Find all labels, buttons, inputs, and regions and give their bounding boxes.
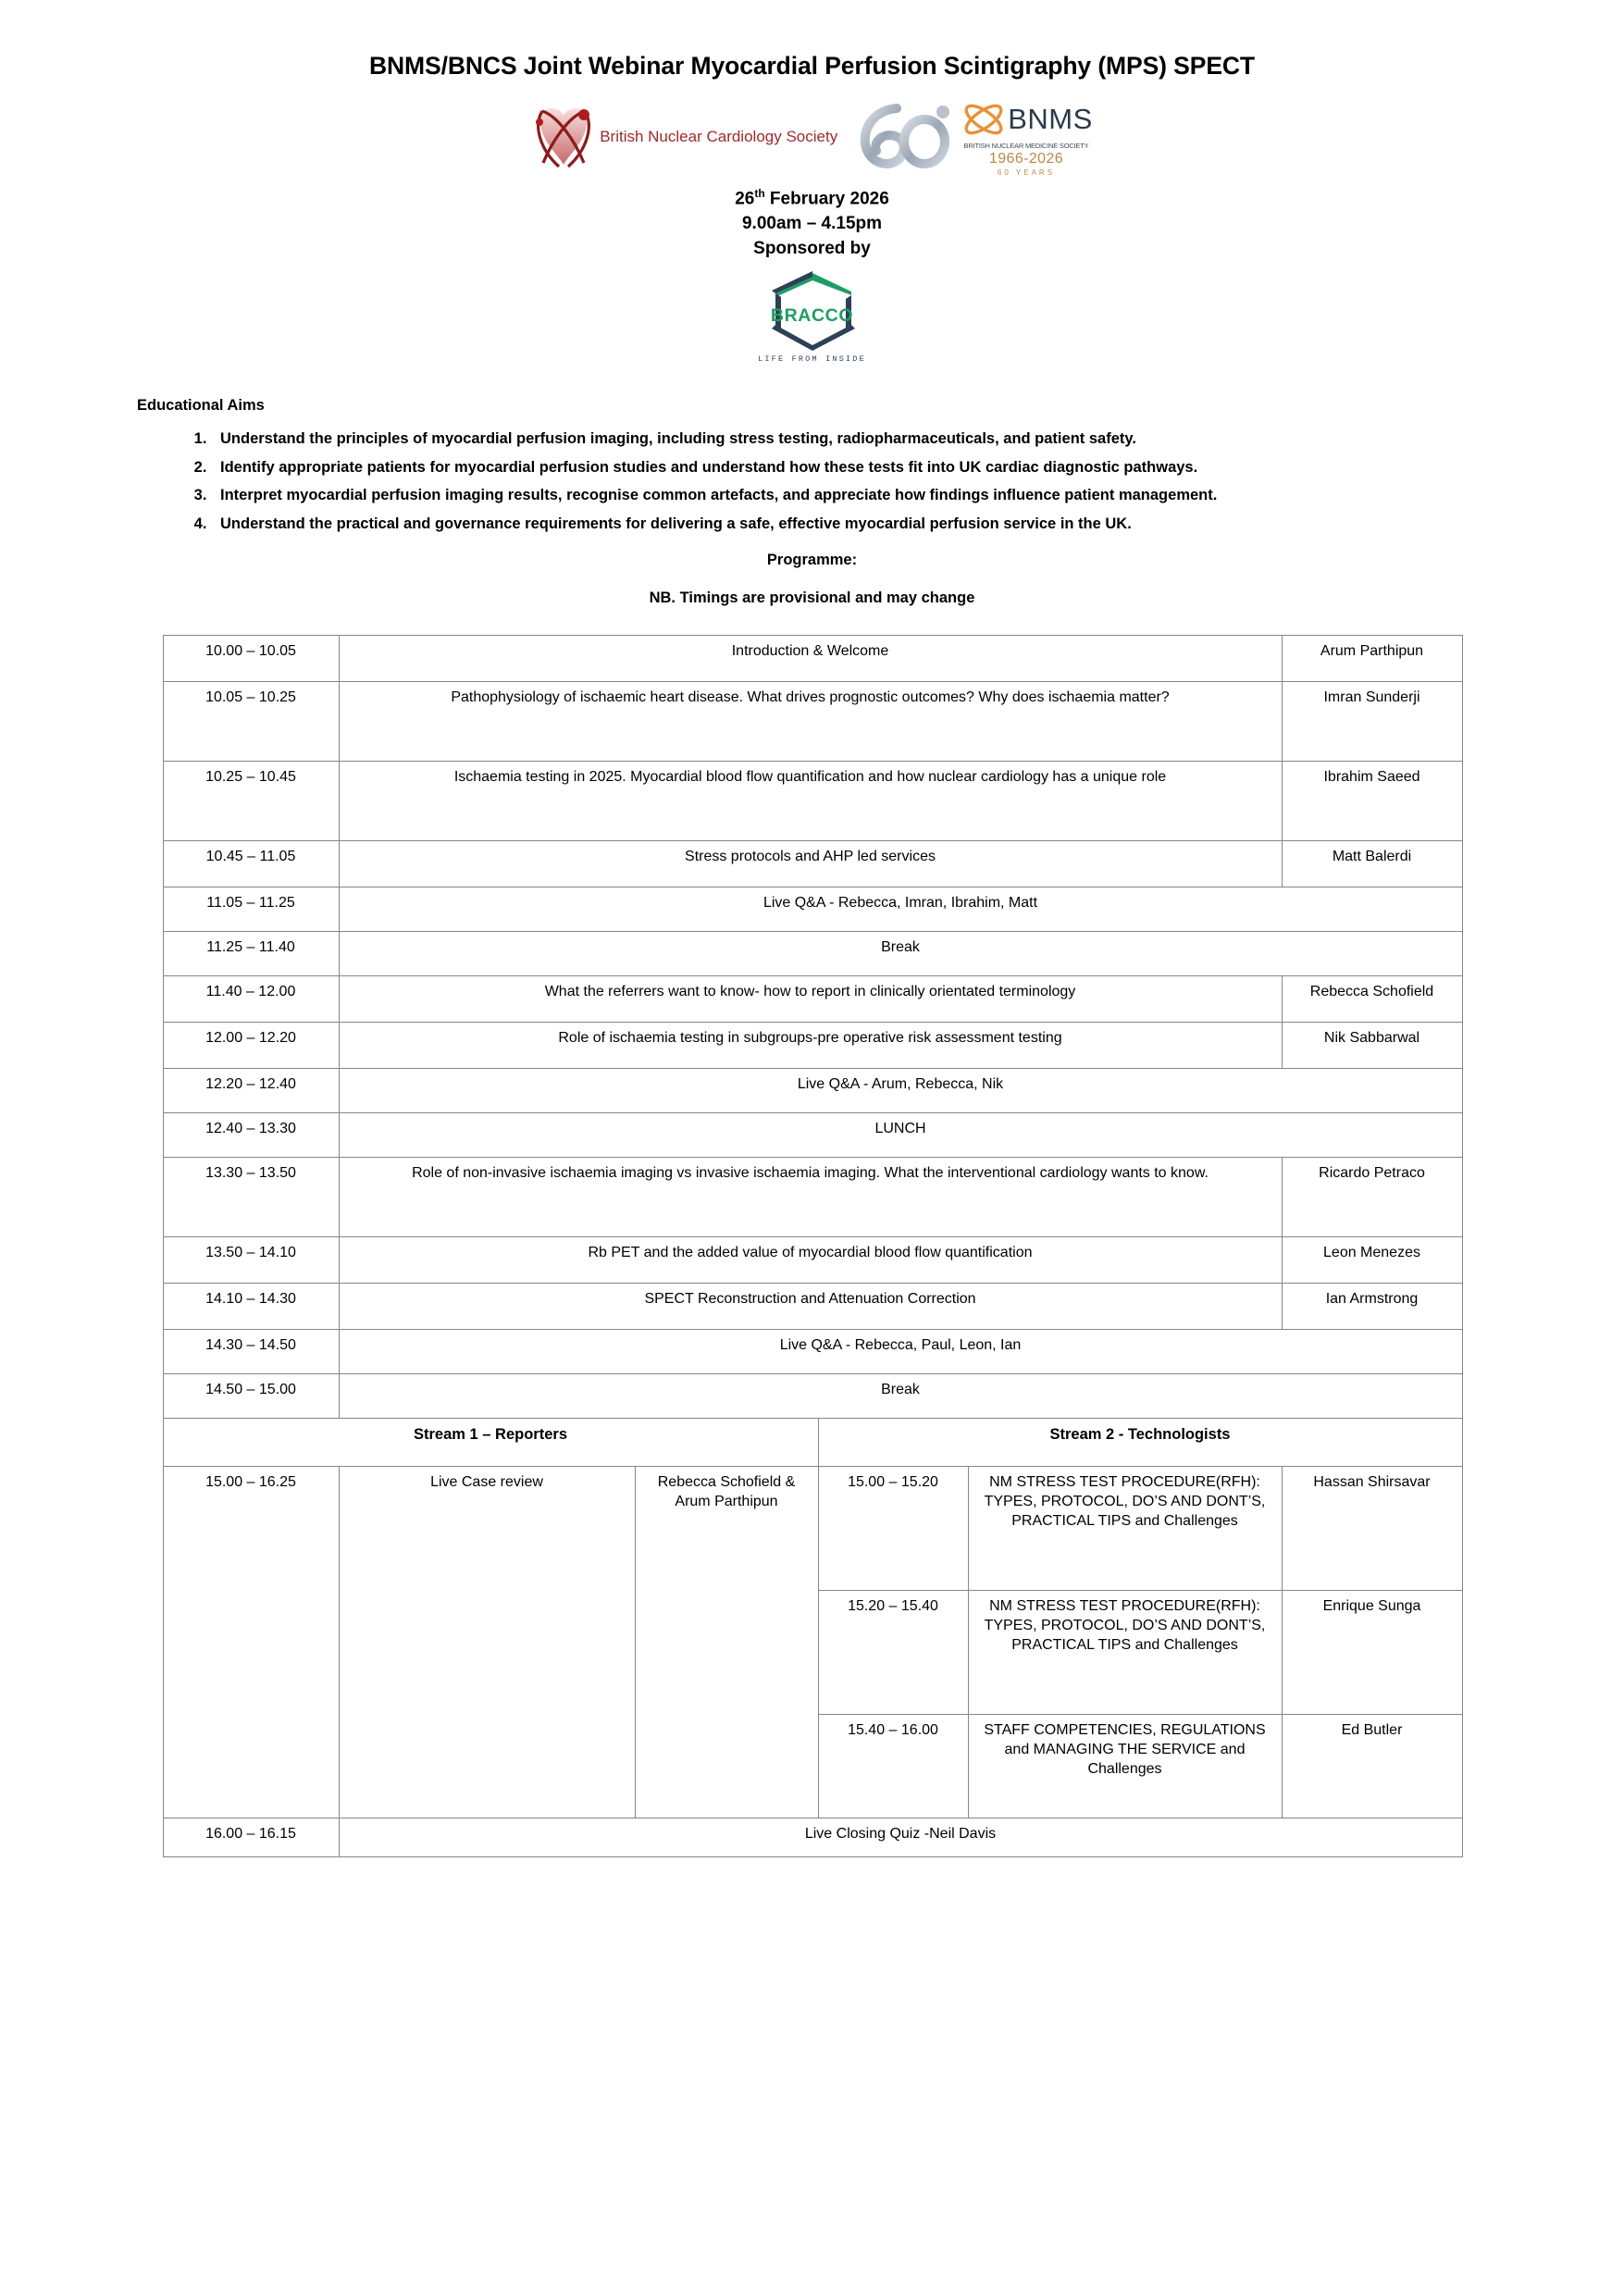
cell-time: 11.40 – 12.00 (163, 976, 339, 1023)
cell-stream2-speaker: Hassan Shirsavar (1282, 1467, 1462, 1591)
cell-topic: Role of non-invasive ischaemia imaging vs invasive ischaemia imaging. What the interventional cardiology wants to know. (339, 1158, 1282, 1237)
cell-topic: Rb PET and the added value of myocardial blood flow quantification (339, 1237, 1282, 1284)
event-date (0, 186, 1624, 212)
cell-speaker: Nik Sabbarwal (1282, 1023, 1462, 1069)
table-row (163, 1158, 1462, 1237)
cell-topic: Live Q&A - Arum, Rebecca, Nik (339, 1069, 1462, 1113)
table-row (163, 1284, 1462, 1330)
cell-speaker: Arum Parthipun (1282, 636, 1462, 682)
cell-topic: Ischaemia testing in 2025. Myocardial blood flow quantification and how nuclear cardiology has a unique role (339, 762, 1282, 841)
event-date-month-year: February 2026 (764, 189, 889, 209)
list-item: 2. Identify appropriate patients for myocardial perfusion studies and understand how these tests fit into UK cardiac diagnostic pathways. (211, 460, 1624, 476)
page-title: BNMS/BNCS Joint Webinar Myocardial Perfusion Scintigraphy (MPS) SPECT (368, 52, 1256, 80)
bnms-subtitle: BRITISH NUCLEAR MEDICINE SOCIETY (963, 141, 1089, 150)
cell-time: 10.25 – 10.45 (163, 762, 339, 841)
cell-time: 12.20 – 12.40 (163, 1069, 339, 1113)
cell-stream1-topic: Live Case review (339, 1467, 635, 1818)
cell-speaker: Ibrahim Saeed (1282, 762, 1462, 841)
cell-stream2-topic: STAFF COMPETENCIES, REGULATIONS and MANAGING THE SERVICE and Challenges (968, 1715, 1282, 1818)
cell-time: 13.30 – 13.50 (163, 1158, 339, 1237)
cell-speaker: Ricardo Petraco (1282, 1158, 1462, 1237)
table-row (163, 841, 1462, 887)
educational-aims-heading: Educational Aims (137, 397, 265, 415)
stream2-header: Stream 2 - Technologists (818, 1419, 1462, 1467)
cell-stream2-time: 15.00 – 15.20 (818, 1467, 968, 1591)
bracco-sponsor-logo (764, 267, 861, 353)
cell-stream1-time: 15.00 – 16.25 (163, 1467, 339, 1818)
cell-stream2-topic: NM STRESS TEST PROCEDURE(RFH): TYPES, PROTOCOL, DO’S AND DONT’S, PRACTICAL TIPS and Challenges (968, 1467, 1282, 1591)
cell-time: 14.10 – 14.30 (163, 1284, 339, 1330)
cell-speaker: Matt Balerdi (1282, 841, 1462, 887)
event-meta (0, 186, 1624, 262)
cell-topic: Stress protocols and AHP led services (339, 841, 1282, 887)
cell-topic: Break (339, 932, 1462, 976)
logo-band (0, 101, 1624, 177)
table-row (163, 1023, 1462, 1069)
cell-time: 16.00 – 16.15 (163, 1818, 339, 1857)
cell-stream2-speaker: Ed Butler (1282, 1715, 1462, 1818)
cell-topic: What the referrers want to know- how to report in clinically orientated terminology (339, 976, 1282, 1023)
bnms-wordmark: BNMS (1008, 102, 1093, 135)
cell-time: 13.50 – 14.10 (163, 1237, 339, 1284)
bnms-wordblock (960, 98, 1093, 177)
table-row-stream-headers (163, 1419, 1462, 1467)
event-date-ordinal: th (754, 187, 765, 200)
table-row (163, 1069, 1462, 1113)
table-row (163, 762, 1462, 841)
table-row (163, 976, 1462, 1023)
cell-topic: Introduction & Welcome (339, 636, 1282, 682)
cell-speaker: Rebecca Schofield (1282, 976, 1462, 1023)
cell-time: 12.00 – 12.20 (163, 1023, 339, 1069)
bracco-wordmark: BRACCO (770, 305, 854, 327)
cell-time: 10.00 – 10.05 (163, 636, 339, 682)
bnms-years-range: 1966-2026 (988, 150, 1064, 167)
table-row (163, 932, 1462, 976)
cell-time: 10.05 – 10.25 (163, 682, 339, 762)
cell-topic: Live Closing Quiz -Neil Davis (339, 1818, 1462, 1857)
list-item: 4. Understand the practical and governance requirements for delivering a safe, effective myocardial perfusion service in the UK. (211, 516, 1624, 532)
cell-time: 10.45 – 11.05 (163, 841, 339, 887)
cell-time: 14.50 – 15.00 (163, 1374, 339, 1419)
cell-time: 12.40 – 13.30 (163, 1113, 339, 1158)
table-row (163, 1467, 1462, 1591)
bnms-60-years-logo (854, 98, 1093, 177)
cell-speaker: Ian Armstrong (1282, 1284, 1462, 1330)
table-row (163, 1818, 1462, 1857)
programme-table (163, 635, 1463, 1857)
table-row (163, 1330, 1462, 1374)
programme-heading: Programme: (766, 552, 858, 569)
cell-topic: Pathophysiology of ischaemic heart disease. What drives prognostic outcomes? Why does ischaemia matter? (339, 682, 1282, 762)
british-nuclear-cardiology-society-logo (531, 102, 837, 172)
cell-topic: Role of ischaemia testing in subgroups-pre operative risk assessment testing (339, 1023, 1282, 1069)
table-row (163, 1374, 1462, 1419)
cell-topic: Live Q&A - Rebecca, Paul, Leon, Ian (339, 1330, 1462, 1374)
cell-time: 14.30 – 14.50 (163, 1330, 339, 1374)
table-row (163, 682, 1462, 762)
cell-speaker: Imran Sunderji (1282, 682, 1462, 762)
bracco-tagline: LIFE FROM INSIDE (758, 354, 866, 365)
cell-time: 11.25 – 11.40 (163, 932, 339, 976)
educational-aims-list (0, 431, 1624, 531)
list-item: 3. Interpret myocardial perfusion imaging results, recognise common artefacts, and appreciate how findings influence patient management. (211, 488, 1624, 503)
bnms-60-anniversary-icon (854, 101, 965, 173)
cell-time: 11.05 – 11.25 (163, 887, 339, 932)
bncs-heart-icon (531, 102, 596, 172)
table-row (163, 636, 1462, 682)
table-row (163, 1113, 1462, 1158)
programme-table-wrapper (163, 635, 1462, 1857)
cell-topic: Break (339, 1374, 1462, 1419)
bnms-atom-icon (960, 98, 1008, 141)
cell-topic: SPECT Reconstruction and Attenuation Correction (339, 1284, 1282, 1330)
cell-topic: LUNCH (339, 1113, 1462, 1158)
cell-stream2-time: 15.20 – 15.40 (818, 1591, 968, 1715)
sponsored-by-label: Sponsored by (753, 239, 871, 259)
cell-stream2-topic: NM STRESS TEST PROCEDURE(RFH): TYPES, PROTOCOL, DO’S AND DONT’S, PRACTICAL TIPS and Challenges (968, 1591, 1282, 1715)
bncs-logo-text: British Nuclear Cardiology Society (600, 128, 838, 145)
list-item: 1. Understand the principles of myocardial perfusion imaging, including stress testing, radiopharmaceuticals, and patient safety. (211, 431, 1624, 447)
cell-stream1-speaker: Rebecca Schofield & Arum Parthipun (635, 1467, 818, 1818)
stream1-header: Stream 1 – Reporters (163, 1419, 818, 1467)
sponsor-logo-area (0, 267, 1624, 364)
event-time: 9.00am – 4.15pm (741, 214, 883, 234)
table-row (163, 1237, 1462, 1284)
bnms-years-label: 60 YEARS (997, 168, 1056, 177)
programme-note: NB. Timings are provisional and may change (649, 590, 975, 607)
cell-speaker: Leon Menezes (1282, 1237, 1462, 1284)
cell-stream2-time: 15.40 – 16.00 (818, 1715, 968, 1818)
cell-topic: Live Q&A - Rebecca, Imran, Ibrahim, Matt (339, 887, 1462, 932)
table-row (163, 887, 1462, 932)
cell-stream2-speaker: Enrique Sunga (1282, 1591, 1462, 1715)
event-date-day: 26 (735, 189, 755, 209)
